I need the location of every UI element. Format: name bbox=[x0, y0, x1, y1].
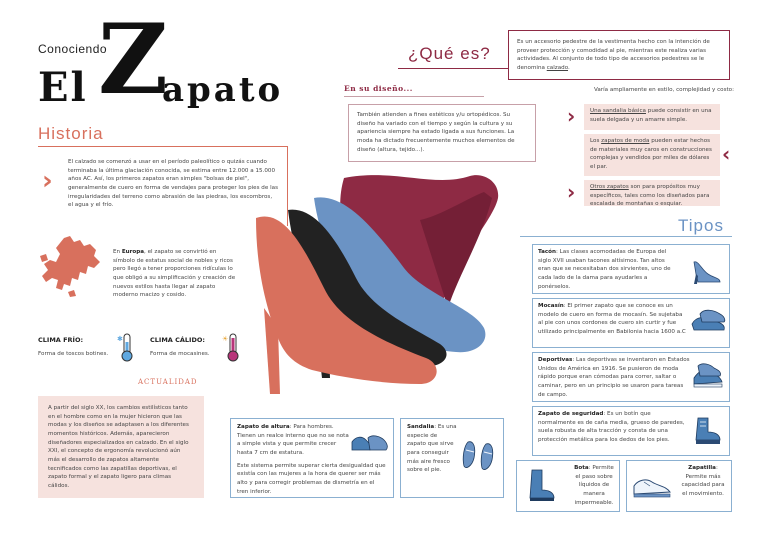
otros-zapatos-link[interactable]: Otros zapatos bbox=[590, 184, 629, 190]
svg-text:✱: ✱ bbox=[117, 335, 123, 343]
actualidad-box bbox=[38, 396, 204, 498]
hero-high-heels-illustration bbox=[244, 158, 524, 398]
clima-frio-text: Forma de toscos botines. bbox=[38, 351, 109, 357]
tipo-card-altura: Zapato de altura: Para hombres. Tienen un realce interno que no se nota a simple vista y que permite crecer hasta 7 cm de estatura. Este sistema permite superar cierta desigualdad que existía con las mujeres a la hora de querer ser más alto y para corregir problemas de dismetría en el tren inferior. bbox=[230, 418, 394, 498]
sneaker-icon bbox=[690, 358, 726, 394]
que-es-text: Es un accesorio pedestre de la vestimenta hecho con la intención de proveer protección y comodidad al pie, mientras este realiza varias actividades. Al conjunto de todo tipo de accesorios pedestres se le denomina bbox=[517, 39, 710, 71]
calzado-link[interactable]: calzado bbox=[546, 64, 569, 71]
actualidad-text: A partir del siglo XX, los cambios estilísticos tanto en el hombre como en la mujer hicieron que las modas y los diseños se adaptasen a los diferentes momentos históricos. Además, aparecieron diseñadores especializados en calzado. En el siglo XXI, el concepto de ergonomía revolucionó aún más el desarrollo de zapatos altamente tecnificados como las zapatillas deportivas, el zapato formal y el zapato ligero para climas cálidos. bbox=[48, 405, 189, 489]
title-el: El bbox=[38, 64, 88, 111]
que-es-box: Es un accesorio pedestre de la vestimenta hecho con la intención de proveer protección y comodidad al pie, mientras este realiza varias actividades. Al conjunto de todo tipo de accesorios pedestres se le denomina calzado. bbox=[508, 30, 730, 80]
sandalia-basica-link[interactable]: Una sandalia básica bbox=[590, 108, 646, 114]
elevator-shoe-icon bbox=[350, 430, 390, 454]
zapatos-moda-link[interactable]: zapatos de moda bbox=[601, 138, 650, 144]
historia-underline bbox=[38, 146, 288, 147]
heel-shoe-icon bbox=[688, 256, 724, 286]
thermometer-hot-icon bbox=[222, 332, 244, 362]
varia-item-1: Una sandalia básica puede consistir en una suela delgada y un amarre simple. bbox=[584, 104, 720, 130]
que-es-title: ¿Qué es? bbox=[408, 44, 491, 63]
europa-text: En Europa, el zapato se convirtió en símbolo de estatus social de nobles y ricos pero llegó a tener proporciones ridículas lo que obligó a su simplificación y creación de nuevos estilos hasta llegar al zapato moderno macizo y cosido. bbox=[113, 249, 236, 299]
tipos-underline bbox=[520, 236, 732, 237]
que-es-underline bbox=[398, 68, 508, 69]
clima-calido-text: Forma de mocasines. bbox=[150, 351, 210, 357]
chevron-right-icon: › bbox=[567, 180, 576, 204]
chevron-right-icon: › bbox=[567, 104, 576, 128]
diseno-title: En su diseño... bbox=[344, 84, 413, 93]
boot-icon bbox=[526, 468, 556, 504]
title-conociendo: Conociendo bbox=[38, 42, 108, 56]
europe-map-icon bbox=[34, 234, 106, 298]
historia-text: El calzado se comenzó a usar en el período paleolítico o quizás cuando terminaba la última glaciación conocida, se estima entre 12.000 a 15.000 años AC. Así, los primeros zapatos eran simples "bolsas de piel", generalmente de cuero en forma de vendajes para proteger los pies de las irregularidades del terreno como abrasión de las piedras, los escombros, el agua y el frío. bbox=[68, 159, 278, 209]
tipo-card-sandalia: Sandalia: Es una especie de zapato que sirve para conseguir más aire fresco sobre el pie. bbox=[400, 418, 504, 498]
title-apato: apato bbox=[162, 70, 284, 110]
diseno-text: También atienden a fines estéticos y/u ortopédicos. Su diseño ha variado con el tiempo y según la cultura y su apariencia siempre ha estado ligada a sus funciones. La moda ha dictado frecuentemente muchos elementos de diseño (altura, tejido...). bbox=[357, 112, 515, 153]
diseno-box bbox=[348, 104, 536, 162]
tipo-card-zapatilla: Zapatilla: Permite más capacidad para el movimiento. bbox=[626, 460, 732, 512]
thermometer-cold-icon bbox=[116, 332, 138, 362]
title-block bbox=[38, 3, 298, 116]
tipo-card-deportivas: Deportivas: Las deportivas se inventaron en Estados Unidos de América en 1916. Se pusieron de moda rápido porque eran cómodas para correr, saltar o caminar, pero en un principio se usaron para tareas de campo. bbox=[532, 352, 730, 402]
title-z: Z bbox=[98, 3, 169, 116]
clima-calido-title: CLIMA CÁLIDO: bbox=[150, 336, 205, 344]
tipo-card-tacon: Tacón: Las clases acomodadas de Europa del siglo XVII usaban tacones altísimos. Tan altos eran que se necesitaban dos sirvientes, uno de cada lado de la dama para ayudarles a ponérselos. bbox=[532, 244, 730, 294]
moccasin-icon bbox=[690, 306, 728, 336]
chevron-left-icon: ‹ bbox=[722, 142, 731, 166]
clima-frio-title: CLIMA FRÍO: bbox=[38, 336, 84, 344]
chevron-right-icon: › bbox=[42, 166, 53, 196]
svg-text:☀: ☀ bbox=[222, 335, 229, 343]
varia-intro: Varía ampliamente en estilo, complejidad y costo: bbox=[593, 87, 734, 93]
tipo-card-mocasin: Mocasín: El primer zapato que se conoce es un modelo de cuero en forma de mocasín. Se sujetaba al pie con unos cordones de cuero sin curtir y fue utilizado principalmente en Babilonia hacia 1600 a.C bbox=[532, 298, 730, 348]
tipo-card-seguridad: Zapato de seguridad: Es un botín que normalmente es de caña media, grueso de paredes, suela robusta de alta tracción y consta de una protección metálica para los dedos de los pies. bbox=[532, 406, 730, 456]
diseno-rule bbox=[344, 96, 484, 97]
tipos-title: Tipos bbox=[678, 216, 724, 235]
safety-boot-icon bbox=[690, 414, 724, 448]
slipper-sneaker-icon bbox=[632, 474, 672, 500]
varia-item-2: Los zapatos de moda pueden estar hechos de materiales muy caros en construcciones complejas y vendidos por miles de dólares el par. bbox=[584, 134, 720, 176]
varia-item-3: Otros zapatos son para propósitos muy específicos, tales como los diseñados para escalada de montañas o esquiar. bbox=[584, 180, 720, 206]
tipo-card-bota: Bota: Permite el paso sobre líquidos de manera impermeable. bbox=[516, 460, 620, 512]
actualidad-title: ACTUALIDAD bbox=[138, 378, 198, 386]
sandal-icon bbox=[460, 438, 500, 474]
historia-title: Historia bbox=[38, 124, 104, 143]
